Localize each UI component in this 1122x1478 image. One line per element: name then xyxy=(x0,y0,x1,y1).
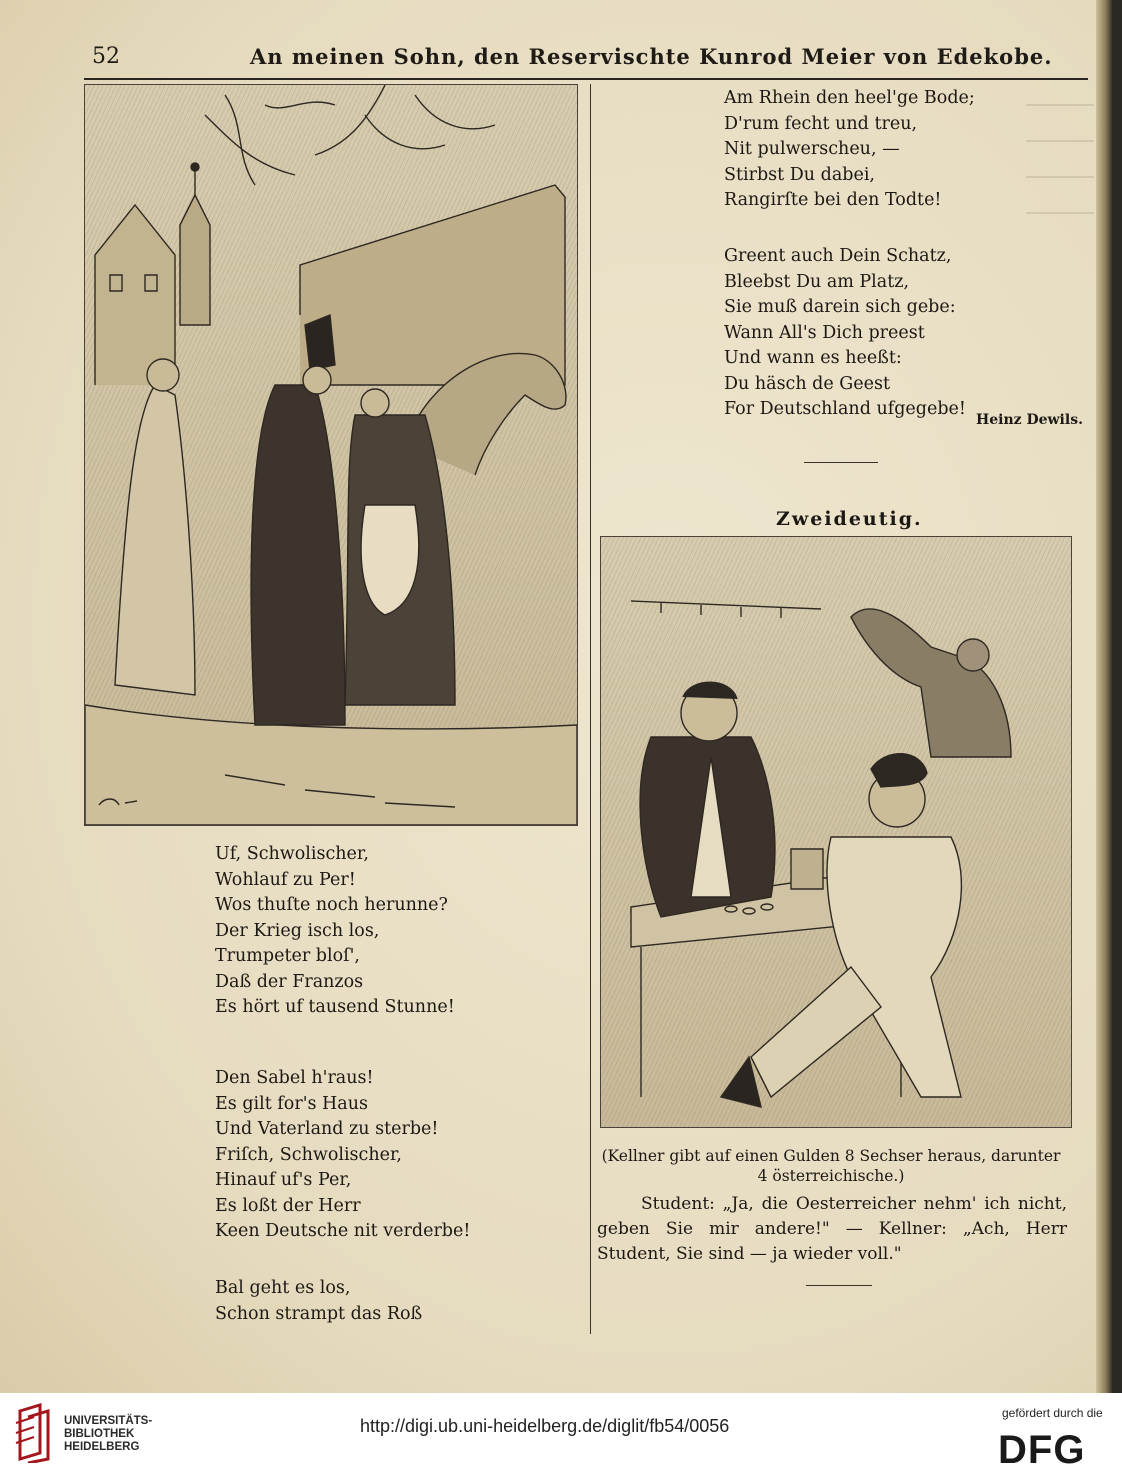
engraving-farewell-drawing xyxy=(85,85,577,825)
poem-stanza-1 xyxy=(215,842,455,1021)
article-dialogue: Student: „Ja, die Oesterreicher nehm' ich nicht, geben Sie mir andere!" — Kellner: „Ach, Herr Student, Sie sind — ja wieder voll." xyxy=(597,1194,1067,1264)
verse-line: Nit pulwerscheu, — xyxy=(724,139,900,159)
poem-stanza-4 xyxy=(724,86,975,214)
verse-line: Der Krieg isch los, xyxy=(215,920,380,941)
running-title: An meinen Sohn, den Reservischte Kunrod Meier von Edekobe. xyxy=(250,44,1053,69)
library-name-line: HEIDELBERG xyxy=(64,1441,140,1453)
section-rule xyxy=(804,462,878,463)
funder-label: gefördert durch die xyxy=(1002,1406,1103,1420)
engraving-tavern-scene xyxy=(600,536,1072,1128)
column-divider xyxy=(590,84,591,1334)
permalink-url[interactable]: http://digi.ub.uni-heidelberg.de/diglit/fb54/0056 xyxy=(360,1416,730,1436)
poem-stanza-2 xyxy=(215,1066,470,1245)
verse-line: Friſch, Schwolischer, xyxy=(215,1144,402,1165)
illustration-caption: (Kellner gibt auf einen Gulden 8 Sechser heraus, darunter 4 österreichische.) xyxy=(601,1147,1061,1185)
verse-line: Trumpeter bloſ', xyxy=(215,946,360,966)
verse-line: Sie muß darein sich gebe: xyxy=(724,297,956,317)
verse-line: Daß der Franzos xyxy=(215,971,364,992)
verse-line: Greent auch Dein Schatz, xyxy=(724,246,952,266)
library-name-line: BIBLIOTHEK xyxy=(64,1428,135,1440)
verse-line: Bal geht es los, xyxy=(215,1278,351,1298)
section-rule xyxy=(806,1285,872,1286)
verse-line: Es loßt der Herr xyxy=(215,1195,361,1216)
verse-line: Stirbst Du dabei, xyxy=(724,164,875,185)
library-name-line: UNIVERSITÄTS- xyxy=(64,1415,153,1427)
library-logo-icon xyxy=(14,1403,58,1463)
verse-line: D'rum fecht und treu, xyxy=(724,113,918,134)
poem-stanza-5 xyxy=(724,244,966,423)
verse-line: Schon strampt das Roß xyxy=(215,1303,423,1324)
bleed-through-line xyxy=(1026,212,1094,214)
page-number: 52 xyxy=(92,44,120,69)
bleed-through-line xyxy=(1026,140,1094,142)
verse-line: Wann All's Dich preest xyxy=(724,322,925,343)
engraving-farewell-scene xyxy=(84,84,578,826)
engraving-tavern-drawing xyxy=(601,537,1071,1127)
verse-line: Rangirſte bei den Todte! xyxy=(724,190,942,210)
verse-line: Am Rhein den heel'ge Bode; xyxy=(724,88,975,108)
verse-line: Den Sabel h'raus! xyxy=(215,1068,374,1088)
dfg-logo: DFG xyxy=(998,1428,1086,1472)
verse-line: Und wann es heeßt: xyxy=(724,348,902,368)
header-rule xyxy=(84,78,1088,80)
library-name xyxy=(64,1415,152,1454)
article-title: Zweideutig. xyxy=(776,508,923,530)
verse-line: Bleebst Du am Platz, xyxy=(724,271,910,292)
verse-line: Uf, Schwolischer, xyxy=(215,844,369,864)
verse-line: Es gilt for's Haus xyxy=(215,1093,368,1114)
verse-line: For Deutschland ufgegebe! xyxy=(724,399,966,419)
book-spine-edge xyxy=(1096,0,1112,1393)
bleed-through-line xyxy=(1026,176,1094,178)
bleed-through-line xyxy=(1026,104,1094,106)
verse-line: Keen Deutsche nit verderbe! xyxy=(215,1221,471,1241)
poem-author: Heinz Dewils. xyxy=(976,412,1083,428)
verse-line: Es hört uf tausend Stunne! xyxy=(215,997,455,1017)
verse-line: Du häsch de Geest xyxy=(724,373,891,394)
verse-line: Hinauf uf's Per, xyxy=(215,1170,352,1190)
verse-line: Wos thuſte noch herunne? xyxy=(215,895,448,915)
verse-line: Und Vaterland zu sterbe! xyxy=(215,1119,439,1139)
poem-stanza-3 xyxy=(215,1276,422,1327)
verse-line: Wohlauf zu Per! xyxy=(215,869,356,890)
